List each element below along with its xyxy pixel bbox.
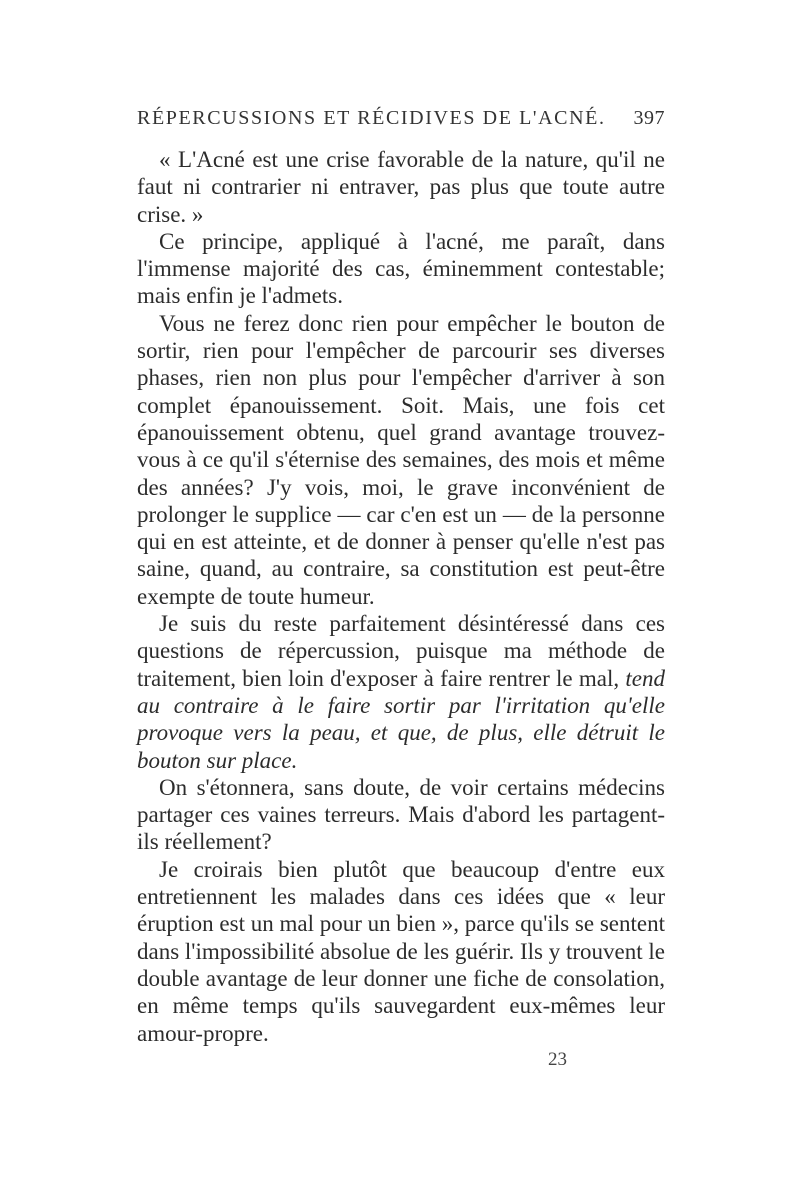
signature-mark: 23 [548, 1049, 567, 1070]
paragraph-4-text: Je suis du reste parfaitement désintéressé dans ces questions de répercussion, puisque ma méthode de traitement, bien loin d'exposer à faire rentrer le mal, [137, 611, 665, 691]
page-body [137, 146, 665, 1047]
running-header [137, 107, 665, 130]
paragraph-1: « L'Acné est une crise favorable de la nature, qu'il ne faut ni contrarier ni entraver, pas plus que toute autre crise. » [137, 147, 665, 227]
paragraph-4 [137, 610, 665, 774]
paragraph-2: Ce principe, appliqué à l'acné, me paraît, dans l'immense majorité des cas, éminemment contestable; mais enfin je l'admets. [137, 228, 665, 309]
paragraph-3: Vous ne ferez donc rien pour empêcher le bouton de sortir, rien pour l'empêcher de parcourir ses diverses phases, rien non plus pour l'empêcher d'arriver à son complet épanouissement. Soit. Mais, une fois cet épanouissement obtenu, quel grand avantage trouvez-vous à ce qu'il s'éternise des semaines, des mois et même des années? J'y vois, moi, le grave inconvénient de prolonger le supplice — car c'en est un — de la personne qui en est atteinte, et de donner à penser qu'elle n'est pas saine, quand, au contraire, sa constitution est peut-être exempte de toute humeur. [137, 310, 665, 609]
running-title: RÉPERCUSSIONS ET RÉCIDIVES DE L'ACNÉ. [137, 107, 606, 129]
paragraph-5: On s'étonnera, sans doute, de voir certains médecins partager ces vaines terreurs. Mais d'abord les partagent-ils réellement? [137, 774, 665, 855]
paragraph-4-italic: tend au contraire à le faire sortir par l'irritation qu'elle provoque vers la peau, et que, de plus, elle détruit le bouton sur place. [137, 665, 665, 773]
paragraph-6: Je croirais bien plutôt que beaucoup d'entre eux entretiennent les malades dans ces idées que « leur éruption est un mal pour un bien », parce qu'ils se sentent dans l'impossibilité absolue de les guérir. Ils y trouvent le double avantage de leur donner une fiche de consolation, en même temps qu'ils sauvegardent eux-mêmes leur amour-propre. [137, 856, 665, 1046]
page-number: 397 [633, 107, 665, 129]
